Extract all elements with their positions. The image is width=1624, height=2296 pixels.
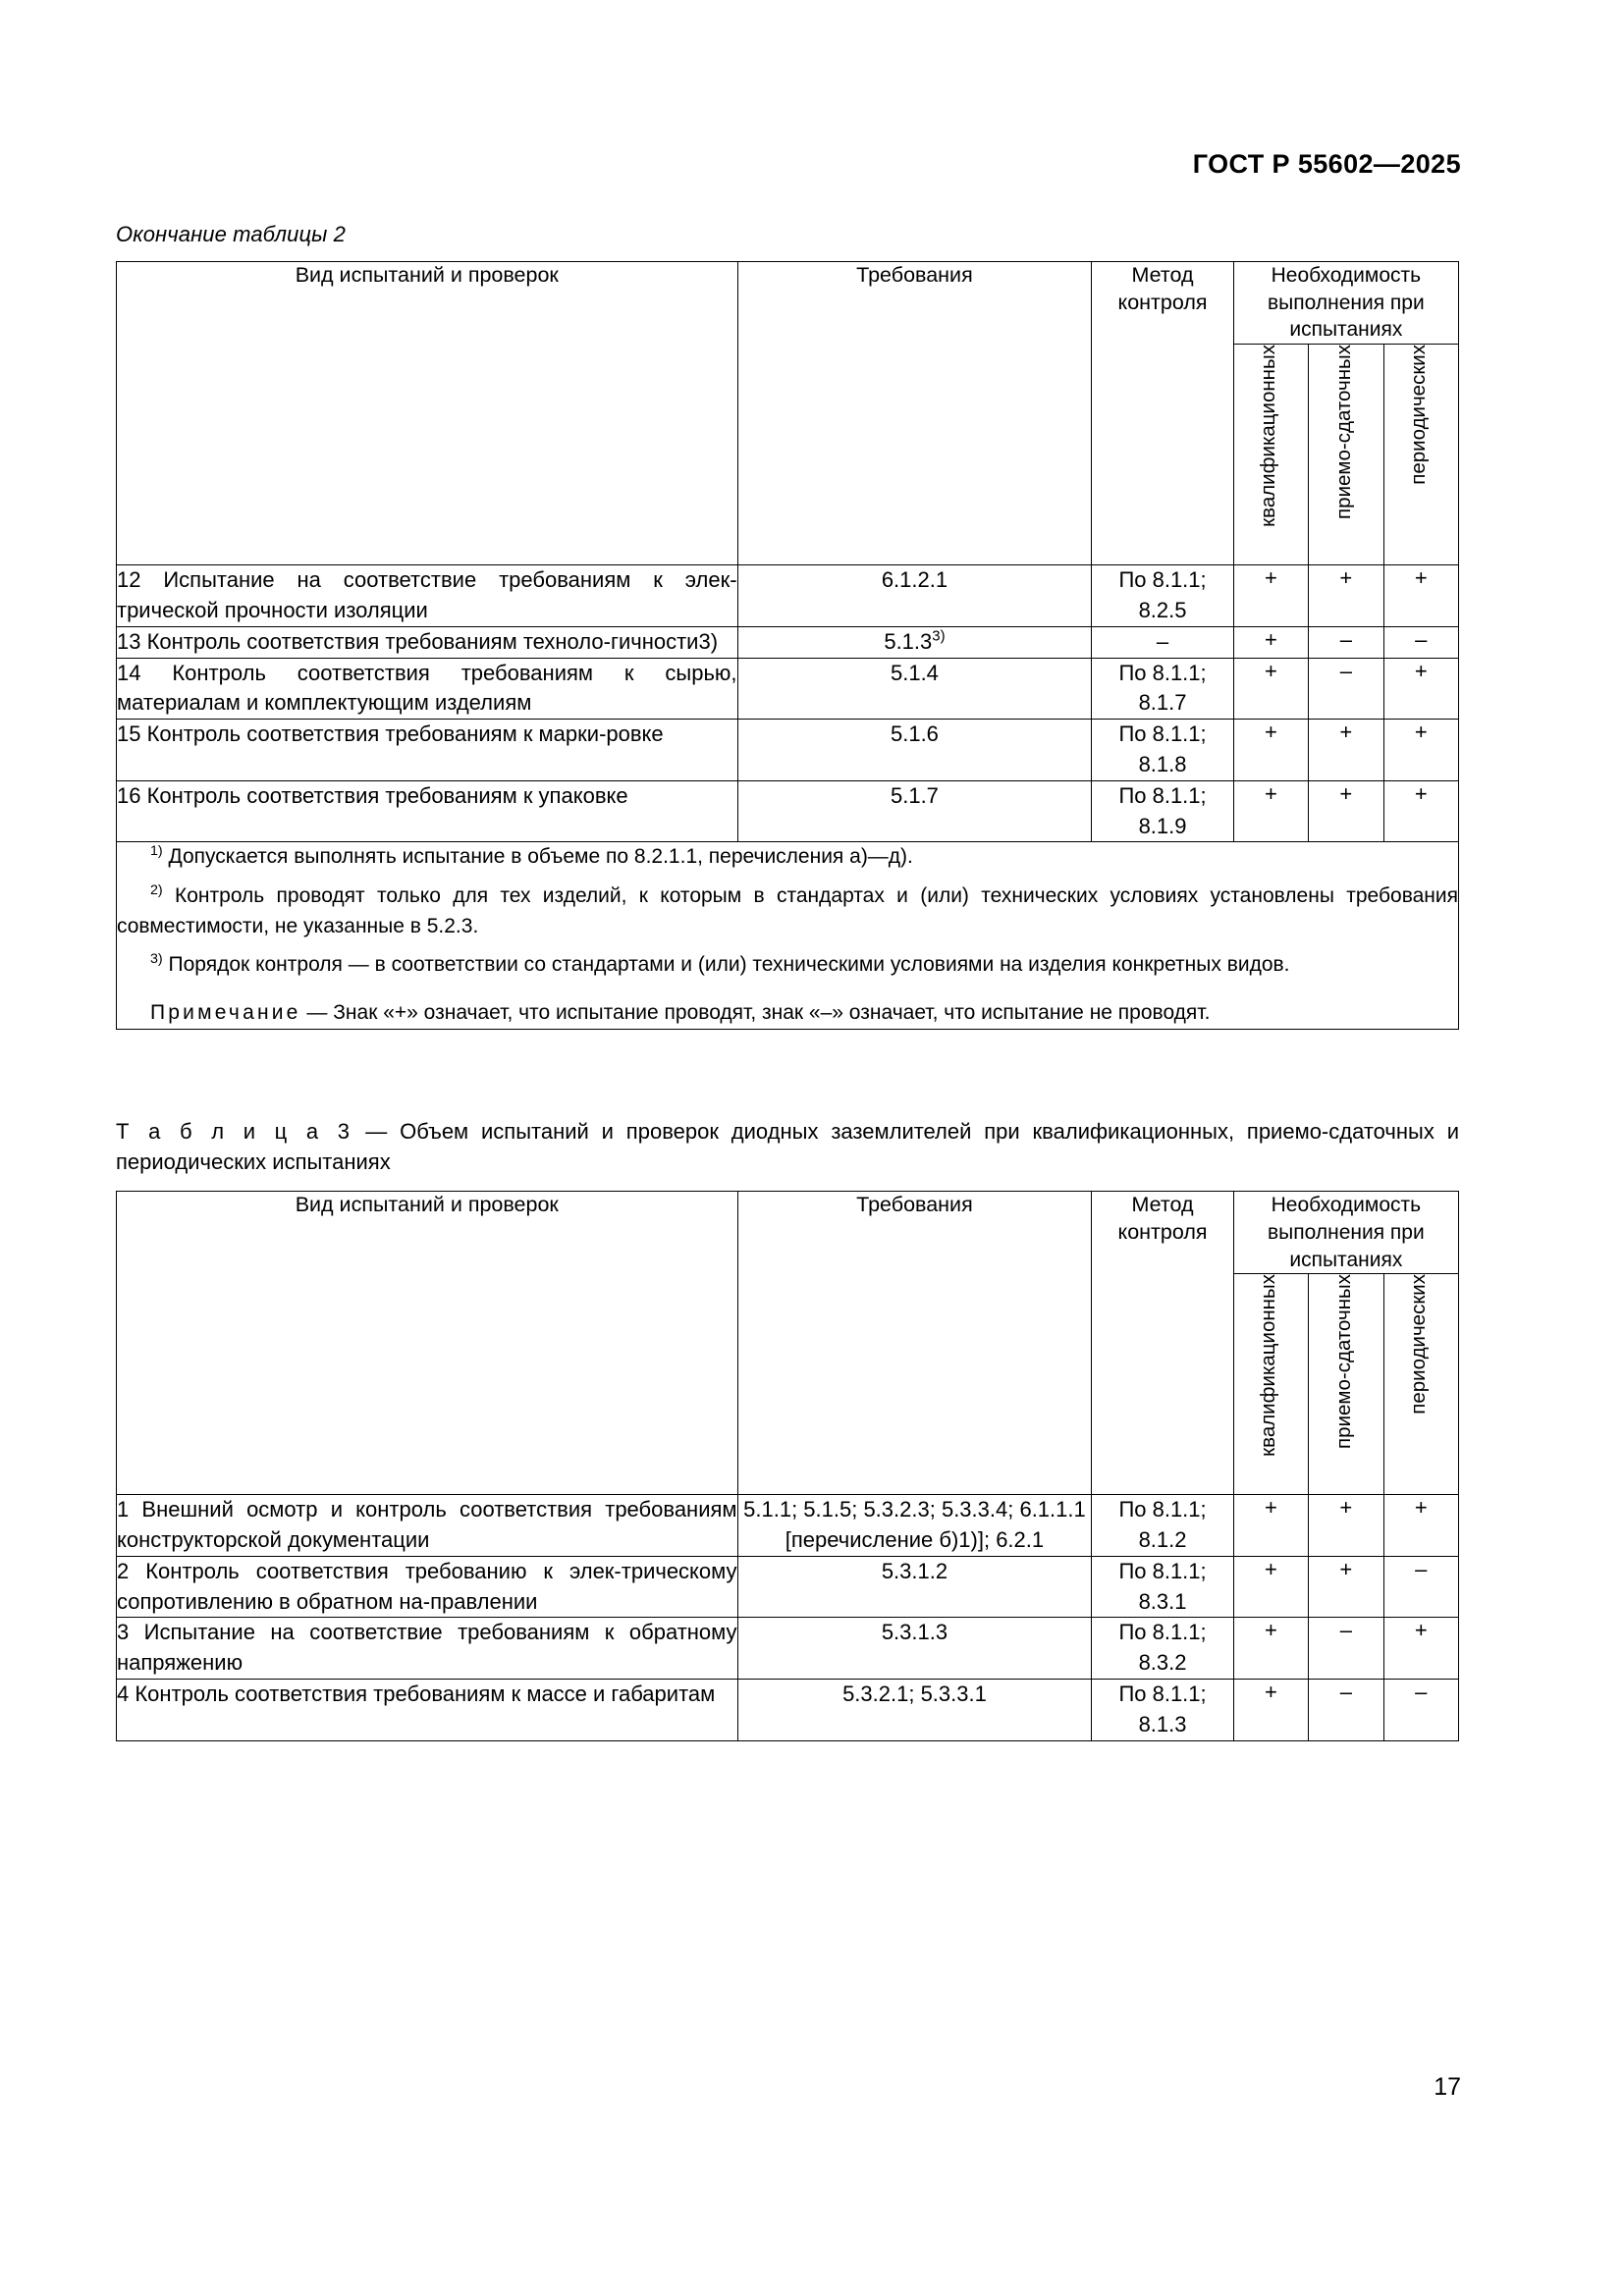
table2-row16-treb: 5.1.7 (737, 780, 1092, 842)
table3-row1-mark1: + (1233, 1495, 1308, 1557)
page-number: 17 (1434, 2073, 1461, 2101)
table2-col-header-metod: Метод контроля (1092, 262, 1233, 565)
footnote-marker-3: 3) (150, 951, 163, 968)
table2-col-header-priemo-sdatochnyh: приемо-сдаточных (1309, 345, 1383, 565)
table2-footnote-1: $^{1)}$ Допускается выполнять испытание в объеме по 8.2.1.1, перечисления а)—д). (150, 843, 913, 869)
table3-row3-vid: 3 Испытание на соответствие требованиям к обратному напряжению (117, 1618, 738, 1680)
table3-row2-metod: По 8.1.1; 8.3.1 (1092, 1556, 1233, 1618)
table3-row3-treb: 5.3.1.3 (737, 1618, 1092, 1680)
table2-row15-mark3: + (1383, 720, 1458, 781)
table2-row13-vid: 13 Контроль соответствия требованиям техноло-гичности3) (117, 626, 738, 658)
table2-col-header-group: Необходимость выполнения при испытаниях (1233, 262, 1458, 345)
table-row (117, 1495, 1459, 1557)
table3-col-header-priemo-sdatochnyh: приемо-сдаточных (1309, 1274, 1383, 1495)
footnote-marker-2: 2) (150, 881, 163, 898)
table3-row3-mark1: + (1233, 1618, 1308, 1680)
table2-row12-vid: 12 Испытание на соответствие требованиям к элек-трической прочности изоляции (117, 565, 738, 627)
table2-row13-metod: – (1092, 626, 1233, 658)
table2-row12-metod: По 8.1.1; 8.2.5 (1092, 565, 1233, 627)
table2-row14-mark1: + (1233, 658, 1308, 720)
table3-caption-text: — Объем испытаний и проверок диодных заземлителей при квалификационных, приемо-сдаточных и периодических испытаниях (116, 1118, 1459, 1174)
table3-col-header-metod: Метод контроля (1092, 1192, 1233, 1495)
table-row (117, 780, 1459, 842)
table3-caption (116, 1116, 1459, 1177)
table3-row4-vid: 4 Контроль соответствия требованиям к массе и габаритам (117, 1680, 738, 1741)
table3-row3-mark3: + (1383, 1618, 1458, 1680)
table3-row4-treb: 5.3.2.1; 5.3.3.1 (737, 1680, 1092, 1741)
table2-row16-vid: 16 Контроль соответствия требованиям к упаковке (117, 780, 738, 842)
table2-row14-treb: 5.1.4 (737, 658, 1092, 720)
table3-col-header-trebovaniya: Требования (737, 1192, 1092, 1495)
table3-caption-label: Т а б л и ц а 3 (116, 1118, 353, 1144)
table3-col-header-group: Необходимость выполнения при испытаниях (1233, 1192, 1458, 1274)
table2-row15-mark2: + (1309, 720, 1383, 781)
table2-col-header-kvalifikacionnyh: квалификационных (1233, 345, 1308, 565)
table3-col-header-periodicheskih: периодических (1383, 1274, 1458, 1495)
table3-row1-mark3: + (1383, 1495, 1458, 1557)
table2-row13-treb (737, 626, 1092, 658)
table2-footnote-2: $^{2)}$ Контроль проводят только для тех изделий, к которым в стандартах и (или) технических условиях установлены требования совместимости, не указанные в 5.2.3. (117, 881, 1458, 937)
table2-row12-mark1: + (1233, 565, 1308, 627)
page-content (116, 222, 1459, 1741)
table2-row13-mark2: – (1309, 626, 1383, 658)
table2-row13-mark1: + (1233, 626, 1308, 658)
table2-row13-treb-value: 5.1.3 (884, 628, 933, 654)
table2-row13-mark3: – (1383, 626, 1458, 658)
table2-row16-mark2: + (1309, 780, 1383, 842)
table2-row16-mark3: + (1383, 780, 1458, 842)
table2-row16-metod: По 8.1.1; 8.1.9 (1092, 780, 1233, 842)
table2-row12-mark2: + (1309, 565, 1383, 627)
table2-row16-mark1: + (1233, 780, 1308, 842)
table2-row12-mark3: + (1383, 565, 1458, 627)
table2-col-header-trebovaniya: Требования (737, 262, 1092, 565)
table3-row1-treb: 5.1.1; 5.1.5; 5.3.2.3; 5.3.3.4; 6.1.1.1 [перечисление б)1)]; 6.2.1 (737, 1495, 1092, 1557)
table3-header-row-1 (117, 1192, 1459, 1274)
table3-row2-mark2: + (1309, 1556, 1383, 1618)
table3-row3-metod: По 8.1.1; 8.3.2 (1092, 1618, 1233, 1680)
section-gap (116, 1030, 1459, 1116)
table3-row1-mark2: + (1309, 1495, 1383, 1557)
table2-row15-metod: По 8.1.1; 8.1.8 (1092, 720, 1233, 781)
table-row (117, 1556, 1459, 1618)
table3-col-header-kvalifikacionnyh: квалификационных (1233, 1274, 1308, 1495)
table-row (117, 720, 1459, 781)
table3-row4-mark2: – (1309, 1680, 1383, 1741)
table2-note-text: — Знак «+» означает, что испытание проводят, знак «–» означает, что испытание не проводят. (300, 1000, 1211, 1024)
table2-col-header-periodicheskih: периодических (1383, 345, 1458, 565)
table-3 (116, 1191, 1459, 1741)
table2-row15-vid: 15 Контроль соответствия требованиям к марки-ровке (117, 720, 738, 781)
table-row (117, 1680, 1459, 1741)
table2-row15-treb: 5.1.6 (737, 720, 1092, 781)
table3-col-header-vid: Вид испытаний и проверок (117, 1192, 738, 1495)
table2-col-header-vid: Вид испытаний и проверок (117, 262, 738, 565)
table-row (117, 1618, 1459, 1680)
table2-note (117, 998, 1458, 1029)
table3-row2-vid: 2 Контроль соответствия требованию к элек-трическому сопротивлению в обратном на-правлении (117, 1556, 738, 1618)
table3-row2-mark1: + (1233, 1556, 1308, 1618)
table-2 (116, 261, 1459, 1030)
table2-footnotes (117, 842, 1459, 1029)
footnote-marker-1: 1) (150, 843, 163, 860)
table-row (117, 565, 1459, 627)
table2-row14-metod: По 8.1.1; 8.1.7 (1092, 658, 1233, 720)
table3-row1-vid: 1 Внешний осмотр и контроль соответствия требованиям конструкторской документации (117, 1495, 738, 1557)
table-row (117, 626, 1459, 658)
table3-row4-mark3: – (1383, 1680, 1458, 1741)
table2-footnotes-row (117, 842, 1459, 1029)
table-row (117, 658, 1459, 720)
table2-note-label: Примечание (150, 1000, 301, 1024)
table3-row3-mark2: – (1309, 1618, 1383, 1680)
table2-row13-treb-footnote-ref: 3) (932, 627, 946, 645)
table3-row2-mark3: – (1383, 1556, 1458, 1618)
table2-row12-treb: 6.1.2.1 (737, 565, 1092, 627)
table2-row15-mark1: + (1233, 720, 1308, 781)
table2-header-row-1 (117, 262, 1459, 345)
table2-row14-mark3: + (1383, 658, 1458, 720)
table3-row2-treb: 5.3.1.2 (737, 1556, 1092, 1618)
table3-row4-metod: По 8.1.1; 8.1.3 (1092, 1680, 1233, 1741)
table2-row14-mark2: – (1309, 658, 1383, 720)
table3-row4-mark1: + (1233, 1680, 1308, 1741)
table2-caption: Окончание таблицы 2 (116, 222, 347, 246)
table2-row14-vid: 14 Контроль соответствия требованиям к сырью, материалам и комплектующим изделиям (117, 658, 738, 720)
table2-footnote-3: $^{3)}$ Порядок контроля — в соответствии со стандартами и (или) техническими условиями на изделия конкретных видов. (150, 951, 1290, 977)
table3-row1-metod: По 8.1.1; 8.1.2 (1092, 1495, 1233, 1557)
document-header-standard: ГОСТ Р 55602—2025 (1192, 149, 1461, 179)
